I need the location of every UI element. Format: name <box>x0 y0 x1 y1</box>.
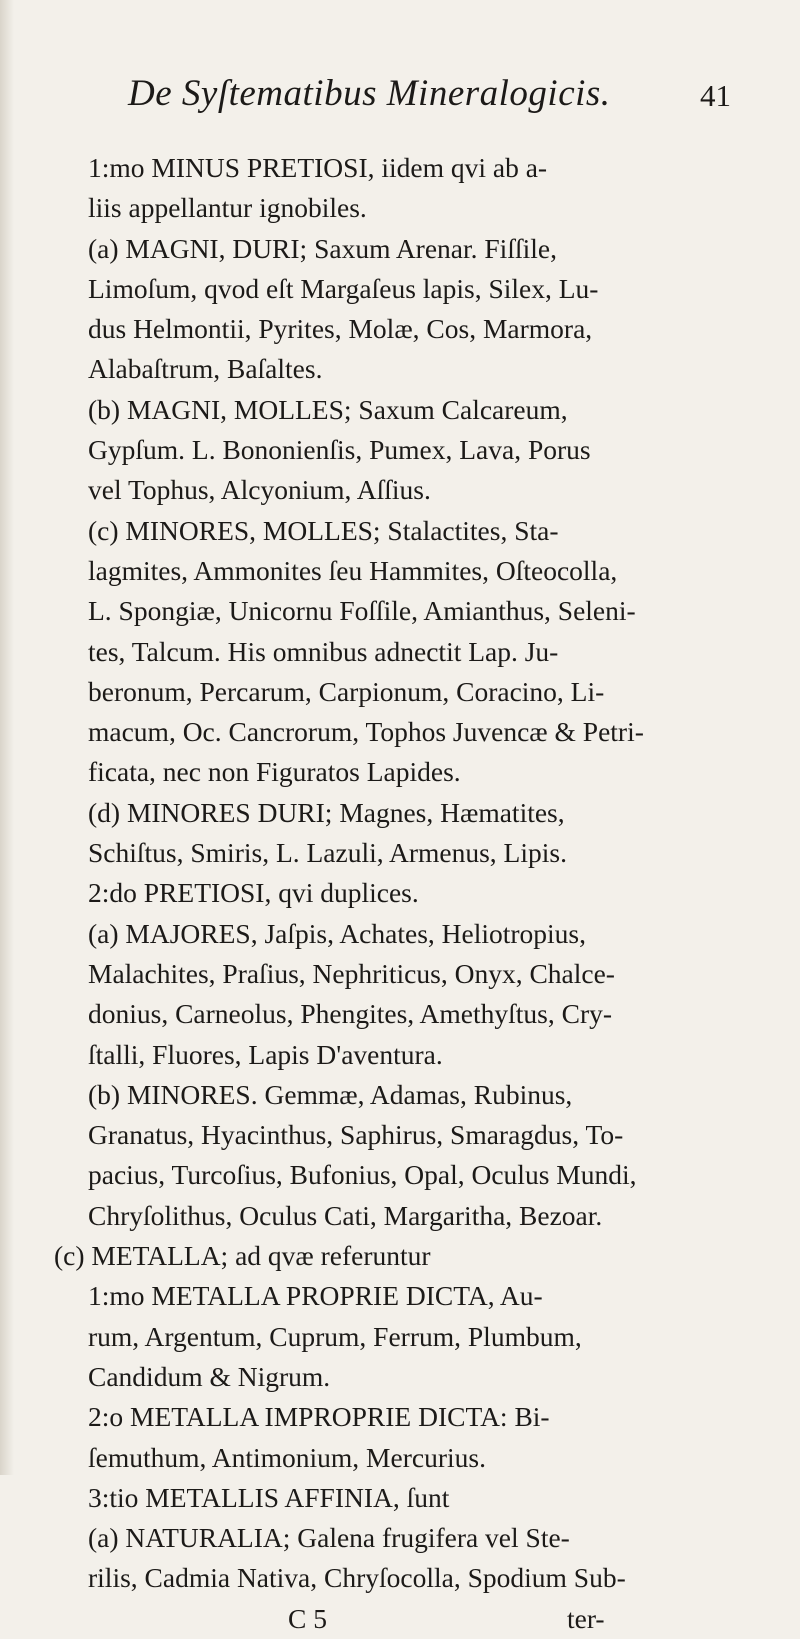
text-line: dus Helmontii, Pyrites, Molæ, Cos, Marmora, <box>88 313 593 345</box>
text-line: liis appellantur ignobiles. <box>88 192 367 224</box>
text-line: (c) METALLA; ad qvæ referuntur <box>54 1240 431 1272</box>
text-line: ſemuthum, Antimonium, Mercurius. <box>88 1441 486 1473</box>
text-line: (a) MAGNI, DURI; Saxum Arenar. Fiſſile, <box>88 232 557 264</box>
text-line: donius, Carneolus, Phengites, Amethyſtus, Cry- <box>88 998 613 1030</box>
text-line: Alabaſtrum, Baſaltes. <box>88 353 323 385</box>
page-footer <box>88 1599 778 1639</box>
text-line: 2:do PRETIOSI, qvi duplices. <box>88 877 419 909</box>
text-line: L. Spongiæ, Unicornu Foſſile, Amianthus, Seleni- <box>88 595 636 627</box>
text-line: (b) MAGNI, MOLLES; Saxum Calcareum, <box>88 393 568 425</box>
text-line: Gypſum. L. Bononienſis, Pumex, Lava, Porus <box>88 434 591 466</box>
text-line: tes, Talcum. His omnibus adnectit Lap. Ju- <box>88 635 559 667</box>
text-line: (b) MINORES. Gemmæ, Adamas, Rubinus, <box>88 1078 573 1110</box>
text-line: ſtalli, Fluores, Lapis D'aventura. <box>88 1038 443 1070</box>
text-line: (d) MINORES DURI; Magnes, Hæmatites, <box>88 796 565 828</box>
text-line: beronum, Percarum, Carpionum, Coracino, Li- <box>88 675 605 707</box>
text-line: macum, Oc. Cancrorum, Tophos Juvencæ & Petri- <box>88 716 644 748</box>
text-line: Granatus, Hyacinthus, Saphirus, Smaragdus, To- <box>88 1119 624 1151</box>
text-line: vel Tophus, Alcyonium, Aſſius. <box>88 474 431 506</box>
page-number: 41 <box>700 78 731 113</box>
text-line: rilis, Cadmia Nativa, Chryſocolla, Spodium Sub- <box>88 1562 626 1594</box>
page-binding-shadow <box>0 0 14 1475</box>
text-line: 2:o METALLA IMPROPRIE DICTA: Bi- <box>88 1401 550 1433</box>
text-line: Chryſolithus, Oculus Cati, Margaritha, Bezoar. <box>88 1199 603 1231</box>
page-body <box>54 148 778 1639</box>
signature-mark: C 5 <box>288 1602 327 1634</box>
text-line: rum, Argentum, Cuprum, Ferrum, Plumbum, <box>88 1320 582 1352</box>
text-line: 1:mo METALLA PROPRIE DICTA, Au- <box>88 1280 543 1312</box>
text-line: (c) MINORES, MOLLES; Stalactites, Sta- <box>88 514 559 546</box>
text-line: Malachites, Praſius, Nephriticus, Onyx, Chalce- <box>88 957 615 989</box>
text-line: (a) MAJORES, Jaſpis, Achates, Heliotropius, <box>88 917 587 949</box>
text-line: Limoſum, qvod eſt Margaſeus lapis, Silex, Lu- <box>88 272 599 304</box>
text-line: ficata, nec non Figuratos Lapides. <box>88 756 461 788</box>
text-line: (a) NATURALIA; Galena frugifera vel Ste- <box>88 1522 570 1554</box>
text-line: 1:mo MINUS PRETIOSI, iidem qvi ab a- <box>88 152 548 183</box>
page-header <box>0 72 800 132</box>
text-line: lagmites, Ammonites ſeu Hammites, Oſteocolla, <box>88 554 618 586</box>
text-line: Schiſtus, Smiris, L. Lazuli, Armenus, Lipis. <box>88 837 567 869</box>
catchword: ter- <box>566 1602 605 1634</box>
running-title: De Syſtematibus Mineralogicis. <box>128 73 611 114</box>
text-line: pacius, Turcoſius, Bufonius, Opal, Oculus Mundi, <box>88 1159 637 1191</box>
text-line: 3:tio METALLIS AFFINIA, ſunt <box>88 1481 450 1513</box>
text-line: Candidum & Nigrum. <box>88 1360 331 1392</box>
